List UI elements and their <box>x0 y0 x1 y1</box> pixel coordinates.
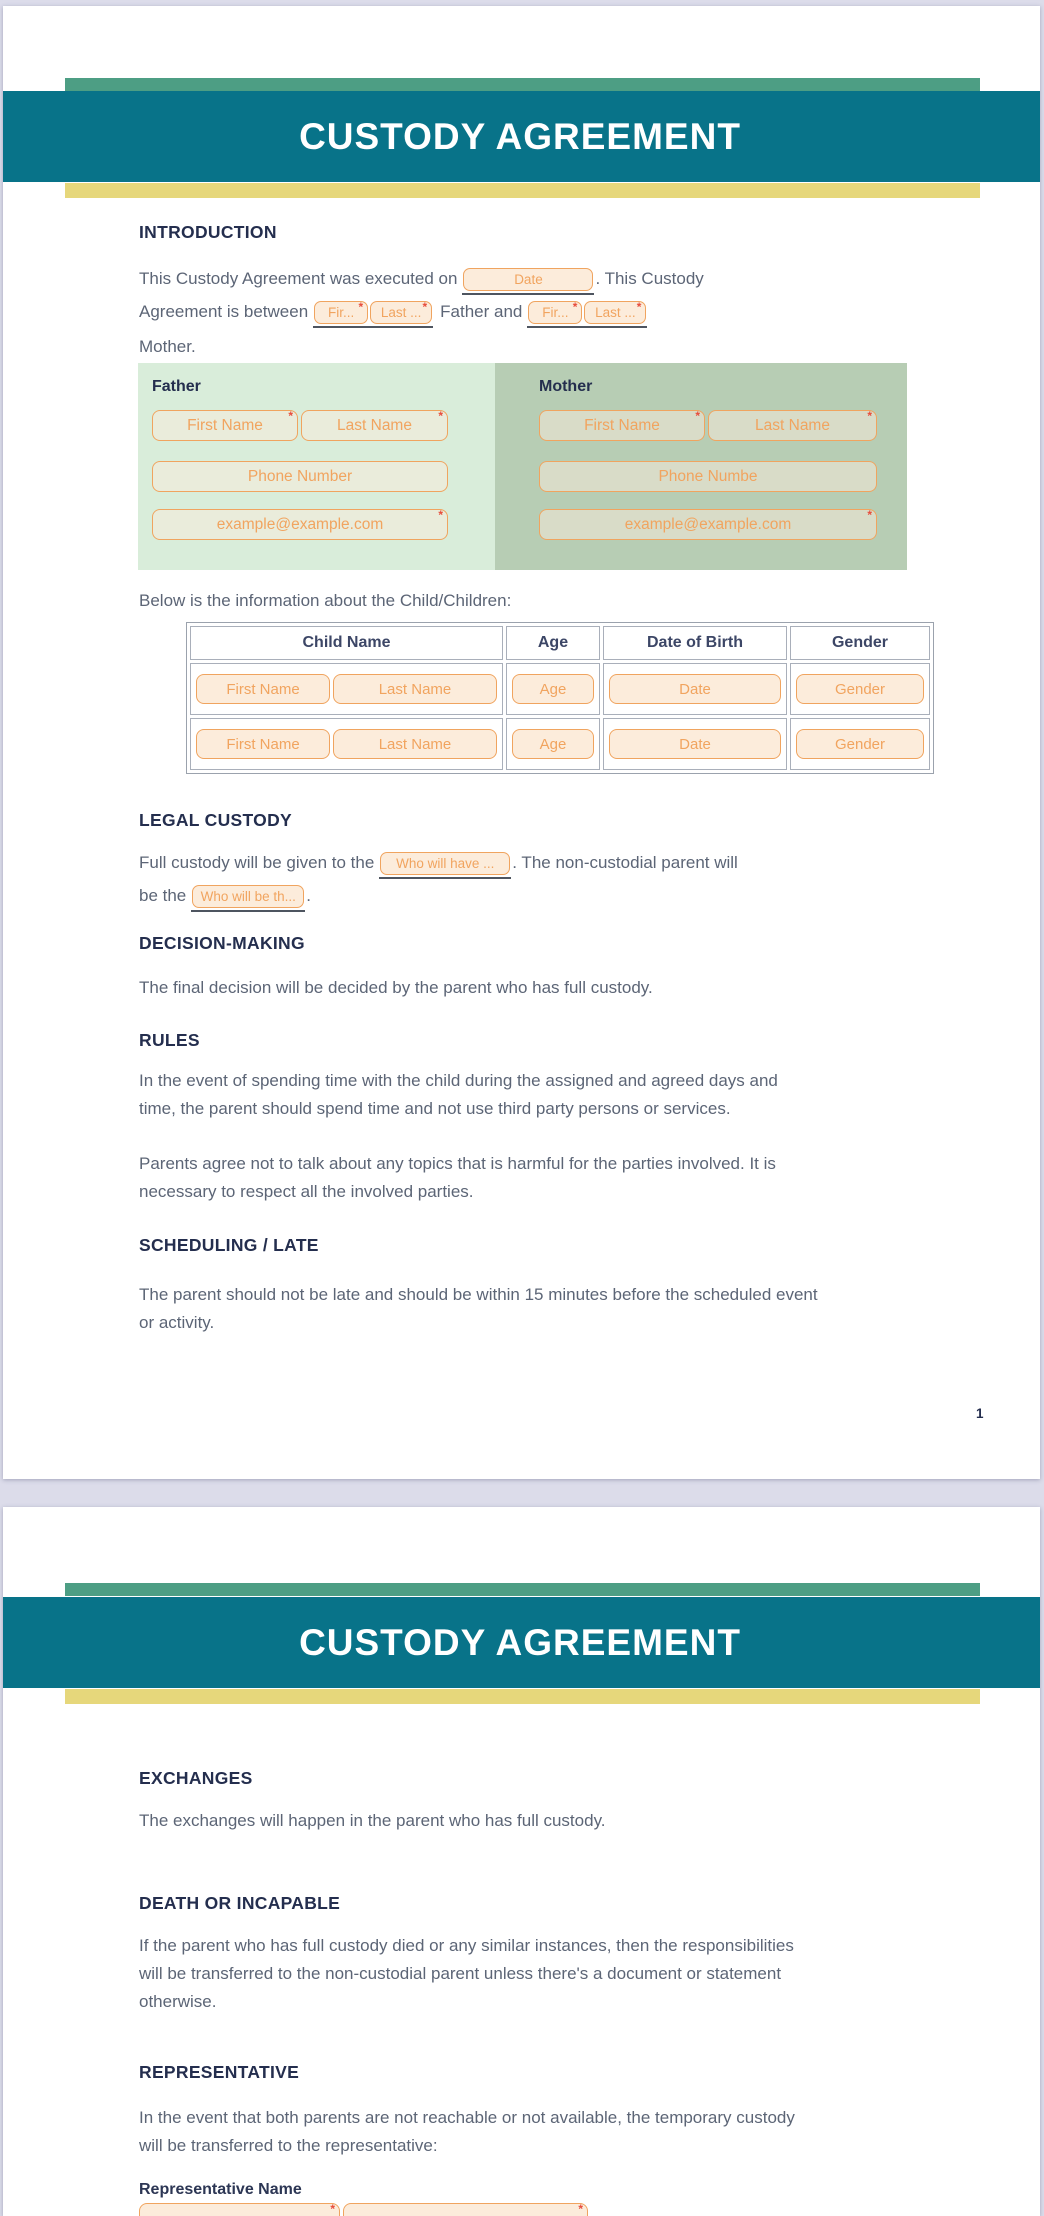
col-header-gender: Gender <box>790 626 930 660</box>
required-asterisk: * <box>636 299 642 314</box>
father-email-row <box>152 509 495 540</box>
mother-first-name-inline-input[interactable] <box>528 301 582 324</box>
father-last-name-input[interactable] <box>301 410 448 441</box>
child-1-first-placeholder: First Name <box>226 680 300 698</box>
children-intro-label: Below is the information about the Child/Children: <box>139 591 512 610</box>
mother-column <box>495 363 907 570</box>
header-yellow-band <box>65 183 980 198</box>
parents-info-card <box>138 363 907 570</box>
section-heading-introduction: INTRODUCTION <box>139 222 277 242</box>
rules-paragraph-1: In the event of spending time with the child during the assigned and agreed days and time, the parent should spend time and not use third party persons or services. <box>139 1071 778 1118</box>
child-row-1 <box>190 663 930 715</box>
mother-email-input[interactable] <box>539 509 877 540</box>
page-number: 1 <box>976 1406 984 1421</box>
father-name-row <box>152 410 495 441</box>
scheduling-paragraph: The parent should not be late and should be within 15 minutes before the scheduled event or activity. <box>139 1285 818 1332</box>
child-1-age-placeholder: Age <box>539 680 567 698</box>
mother-last-name-inline-input[interactable] <box>584 301 646 324</box>
father-last-placeholder: Last Name <box>337 416 412 434</box>
intro-line2-text-mid: Father and <box>440 302 523 321</box>
section-heading-decision-making: DECISION-MAKING <box>139 933 305 953</box>
child-2-age-cell <box>506 718 600 770</box>
required-asterisk: * <box>578 2202 583 2216</box>
required-asterisk: * <box>422 299 428 314</box>
child-1-first-name-input[interactable] <box>196 674 330 704</box>
header-yellow-band <box>65 1689 980 1704</box>
mother-phone-row <box>539 461 907 492</box>
intro-line3-text: Mother. <box>139 337 196 356</box>
child-2-age-input[interactable] <box>512 729 594 759</box>
intro-line-1 <box>139 265 704 293</box>
col-header-age: Age <box>506 626 600 660</box>
exchanges-paragraph: The exchanges will happen in the parent who has full custody. <box>139 1811 606 1830</box>
page-1 <box>3 6 1040 1479</box>
father-first-inline-placeholder: Fir... <box>328 304 355 320</box>
legal-line2-text-after: . <box>306 886 311 905</box>
mother-last-inline-placeholder: Last ... <box>595 304 636 320</box>
children-header-row <box>190 626 930 660</box>
required-asterisk: * <box>572 299 578 314</box>
intro-line2-text: Agreement is between <box>139 302 309 321</box>
representative-paragraph: In the event that both parents are not reachable or not available, the temporary custody will be transferred to the representative: <box>139 2108 795 2155</box>
child-1-dob-placeholder: Date <box>679 680 711 698</box>
section-heading-legal-custody: LEGAL CUSTODY <box>139 810 292 830</box>
child-1-gender-input[interactable] <box>796 674 924 704</box>
child-2-dob-input[interactable] <box>609 729 781 759</box>
document-title: CUSTODY AGREEMENT <box>299 115 741 157</box>
header-teal-banner <box>3 91 1040 182</box>
legal-line1-text: Full custody will be given to the <box>139 853 375 872</box>
section-heading-death: DEATH OR INCAPABLE <box>139 1893 341 1913</box>
legal-line-1 <box>139 849 738 877</box>
child-1-dob-input[interactable] <box>609 674 781 704</box>
col-header-dob: Date of Birth <box>603 626 787 660</box>
child-1-age-input[interactable] <box>512 674 594 704</box>
father-first-name-input[interactable] <box>152 410 298 441</box>
legal-line1-text-after: . The non-custodial parent will <box>512 853 738 872</box>
father-column <box>138 363 495 570</box>
father-phone-input[interactable] <box>152 461 448 492</box>
father-last-inline-placeholder: Last ... <box>380 304 422 320</box>
mother-email-row <box>539 509 907 540</box>
father-label: Father <box>152 378 201 395</box>
representative-name-label: Representative Name <box>139 2181 302 2198</box>
father-phone-placeholder: Phone Number <box>247 467 353 485</box>
decision-making-paragraph: The final decision will be decided by the parent who has full custody. <box>139 978 653 997</box>
representative-first-name-input[interactable] <box>139 2203 340 2216</box>
intro-line-2 <box>139 298 646 326</box>
required-asterisk: * <box>358 299 364 314</box>
child-1-dob-cell <box>603 663 787 715</box>
father-last-name-inline-input[interactable] <box>370 301 432 324</box>
required-asterisk: * <box>288 409 293 423</box>
header-green-band <box>65 1583 980 1596</box>
child-1-last-name-input[interactable] <box>333 674 497 704</box>
death-paragraph: If the parent who has full custody died or any similar instances, then the responsibilities will be transferred to the non-custodial parent unless there's a document or statement otherwise. <box>139 1936 794 2011</box>
father-email-input[interactable] <box>152 509 448 540</box>
mother-last-placeholder: Last Name <box>755 416 830 434</box>
rules-paragraph-2: Parents agree not to talk about any topics that is harmful for the parties involved. It is necessary to respect all the involved parties. <box>139 1154 776 1201</box>
document-title: CUSTODY AGREEMENT <box>299 1621 741 1663</box>
child-2-dob-placeholder: Date <box>679 735 711 753</box>
child-1-name-cell <box>190 663 503 715</box>
mother-phone-input[interactable] <box>539 461 877 492</box>
legal-line2-text: be the <box>139 886 187 905</box>
father-email-placeholder: example@example.com <box>216 515 384 533</box>
required-asterisk: * <box>867 409 872 423</box>
noncustodial-parent-input[interactable] <box>192 885 304 908</box>
col-header-child-name: Child Name <box>190 626 503 660</box>
representative-last-name-input[interactable] <box>343 2203 588 2216</box>
execution-date-input[interactable] <box>463 268 593 291</box>
section-heading-representative: REPRESENTATIVE <box>139 2062 300 2082</box>
required-asterisk: * <box>695 409 700 423</box>
custodial-parent-input[interactable] <box>380 852 510 875</box>
father-phone-row <box>152 461 495 492</box>
child-2-last-name-input[interactable] <box>333 729 497 759</box>
mother-email-placeholder: example@example.com <box>624 515 792 533</box>
child-2-gender-cell <box>790 718 930 770</box>
mother-last-name-input[interactable] <box>708 410 877 441</box>
child-2-gender-placeholder: Gender <box>834 735 886 753</box>
page-2 <box>3 1507 1040 2216</box>
section-heading-scheduling: SCHEDULING / LATE <box>139 1235 319 1255</box>
intro-line1-text: This Custody Agreement was executed on <box>139 269 458 288</box>
child-1-last-placeholder: Last Name <box>378 680 452 698</box>
child-2-name-cell <box>190 718 503 770</box>
header-green-band <box>65 78 980 91</box>
required-asterisk: * <box>438 409 443 423</box>
children-table <box>186 622 934 774</box>
child-2-gender-input[interactable] <box>796 729 924 759</box>
intro-line-3 <box>139 333 196 361</box>
child-2-age-placeholder: Age <box>539 735 567 753</box>
header-teal-banner <box>3 1597 1040 1688</box>
child-1-age-cell <box>506 663 600 715</box>
father-first-name-inline-input[interactable] <box>314 301 368 324</box>
noncustodial-parent-placeholder: Who will be th... <box>200 888 296 904</box>
representative-name-row <box>139 2203 588 2216</box>
section-heading-exchanges: EXCHANGES <box>139 1768 253 1788</box>
required-asterisk: * <box>330 2202 335 2216</box>
required-asterisk: * <box>867 508 872 522</box>
mother-label: Mother <box>539 378 593 395</box>
child-2-first-placeholder: First Name <box>226 735 300 753</box>
child-2-dob-cell <box>603 718 787 770</box>
child-1-gender-cell <box>790 663 930 715</box>
section-heading-rules: RULES <box>139 1030 200 1050</box>
children-intro-text <box>139 587 511 615</box>
custodial-parent-placeholder: Who will have ... <box>396 855 495 871</box>
mother-phone-placeholder: Phone Numbe <box>658 467 758 485</box>
child-2-first-name-input[interactable] <box>196 729 330 759</box>
children-table-header <box>190 626 930 660</box>
child-2-last-placeholder: Last Name <box>378 735 452 753</box>
child-1-gender-placeholder: Gender <box>834 680 886 698</box>
mother-name-row <box>539 410 907 441</box>
intro-line1-text-after: . This Custody <box>595 269 704 288</box>
mother-first-inline-placeholder: Fir... <box>542 304 569 320</box>
father-first-placeholder: First Name <box>187 416 263 434</box>
execution-date-placeholder: Date <box>514 271 543 287</box>
legal-line-2 <box>139 882 311 910</box>
required-asterisk: * <box>438 508 443 522</box>
mother-first-name-input[interactable] <box>539 410 705 441</box>
child-row-2 <box>190 718 930 770</box>
mother-first-placeholder: First Name <box>584 416 660 434</box>
